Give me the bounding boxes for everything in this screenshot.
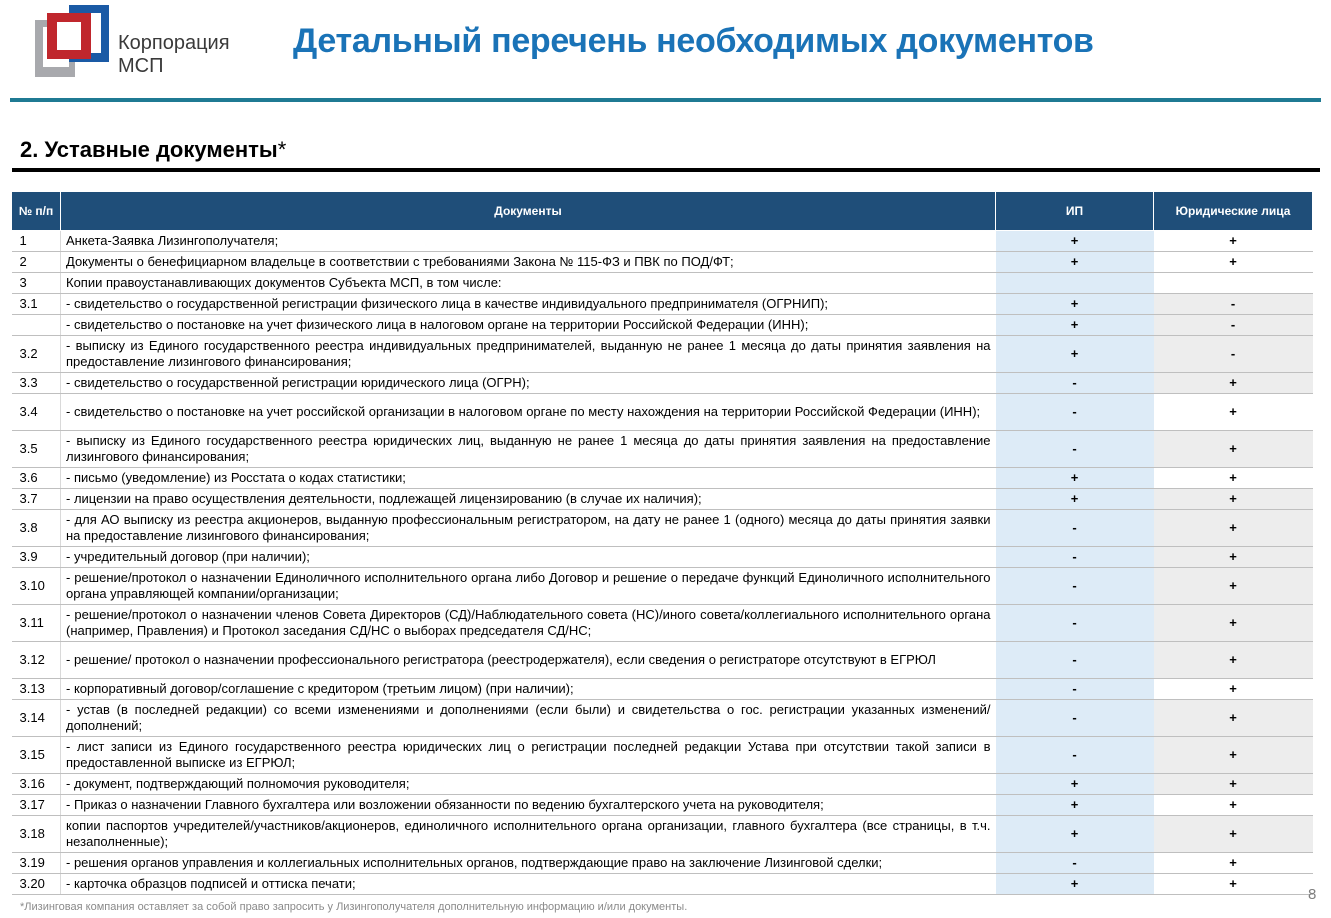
table-row (12, 373, 1313, 394)
row-legal-entity-mark: + (1154, 252, 1313, 273)
row-ip-mark: - (996, 737, 1154, 774)
row-number: 3 (12, 273, 61, 294)
row-legal-entity-mark: + (1154, 547, 1313, 568)
table-row (12, 336, 1313, 373)
table-row (12, 294, 1313, 315)
table-row (12, 273, 1313, 294)
row-number (12, 315, 61, 336)
table-row (12, 510, 1313, 547)
row-legal-entity-mark: + (1154, 394, 1313, 431)
table-row (12, 853, 1313, 874)
row-number: 3.19 (12, 853, 61, 874)
row-ip-mark: - (996, 431, 1154, 468)
row-number: 3.15 (12, 737, 61, 774)
table-row (12, 568, 1313, 605)
row-document: - корпоративный договор/соглашение с кредитором (третьим лицом) (при наличии); (61, 679, 996, 700)
row-ip-mark: + (996, 795, 1154, 816)
row-document: - лист записи из Единого государственного реестра юридических лиц о регистрации последней редакции Устава при отсутствии такой записи в предоставленной выписке из ЕГРЮЛ; (61, 737, 996, 774)
row-document: - выписку из Единого государственного реестра юридических лиц, выданную не ранее 1 месяца до даты принятия заявления на предоставление лизингового финансирования; (61, 431, 996, 468)
row-number: 3.17 (12, 795, 61, 816)
table-row (12, 737, 1313, 774)
row-number: 1 (12, 231, 61, 252)
row-number: 3.4 (12, 394, 61, 431)
table-row (12, 547, 1313, 568)
row-document: - решение/протокол о назначении членов Совета Директоров (СД)/Наблюдательного совета (НС)/иного совета/коллегиального исполнительного органа (например, Правления) и Протокол заседания СД/НС о выборах председателя СД/НС; (61, 605, 996, 642)
row-legal-entity-mark: + (1154, 605, 1313, 642)
table-row (12, 315, 1313, 336)
row-ip-mark: + (996, 294, 1154, 315)
row-ip-mark: - (996, 394, 1154, 431)
row-ip-mark (996, 273, 1154, 294)
row-legal-entity-mark: + (1154, 874, 1313, 895)
row-document: - карточка образцов подписей и оттиска печати; (61, 874, 996, 895)
row-document: - для АО выписку из реестра акционеров, выданную профессиональным регистратором, на дату не ранее 1 (одного) месяца до даты принятия заявки на предоставление лизингового финансирования; (61, 510, 996, 547)
row-document: - учредительный договор (при наличии); (61, 547, 996, 568)
row-ip-mark: - (996, 510, 1154, 547)
row-document: - лицензии на право осуществления деятельности, подлежащей лицензированию (в случае их наличия); (61, 489, 996, 510)
column-header-ip: ИП (996, 192, 1154, 231)
row-number: 3.11 (12, 605, 61, 642)
row-legal-entity-mark: + (1154, 774, 1313, 795)
row-ip-mark: + (996, 231, 1154, 252)
row-number: 3.1 (12, 294, 61, 315)
row-ip-mark: + (996, 774, 1154, 795)
row-document: - свидетельство о постановке на учет российской организации в налоговом органе по месту нахождения на территории Российской Федерации (ИНН); (61, 394, 996, 431)
row-legal-entity-mark: + (1154, 737, 1313, 774)
row-ip-mark: - (996, 679, 1154, 700)
row-document: Документы о бенефициарном владельце в соответствии с требованиями Закона № 115-ФЗ и ПВК по ПОД/ФТ; (61, 252, 996, 273)
row-legal-entity-mark: + (1154, 568, 1313, 605)
row-document: - свидетельство о государственной регистрации юридического лица (ОГРН); (61, 373, 996, 394)
row-ip-mark: - (996, 605, 1154, 642)
row-ip-mark: + (996, 468, 1154, 489)
logo-text (118, 32, 230, 78)
section-divider (12, 168, 1320, 172)
row-document: - свидетельство о государственной регистрации физического лица в качестве индивидуального предпринимателя (ОГРНИП); (61, 294, 996, 315)
row-ip-mark: - (996, 547, 1154, 568)
table-row (12, 252, 1313, 273)
row-document: - устав (в последней редакции) со всеми изменениями и дополнениями (если были) и свидетельства о гос. регистрации указанных изменений/дополнений; (61, 700, 996, 737)
corporation-logo-icon (35, 5, 109, 77)
page-title: Детальный перечень необходимых документов (293, 22, 1094, 60)
row-legal-entity-mark: - (1154, 315, 1313, 336)
row-document: - решение/ протокол о назначении профессионального регистратора (реестродержателя), если сведения о регистраторе отсутствуют в ЕГРЮЛ (61, 642, 996, 679)
table-row (12, 468, 1313, 489)
row-legal-entity-mark: + (1154, 468, 1313, 489)
row-document: копии паспортов учредителей/участников/акционеров, единоличного исполнительного органа организации, главного бухгалтера (все страницы, в т.ч. незаполненные); (61, 816, 996, 853)
row-ip-mark: - (996, 700, 1154, 737)
row-number: 3.6 (12, 468, 61, 489)
row-ip-mark: - (996, 853, 1154, 874)
row-ip-mark: - (996, 642, 1154, 679)
row-legal-entity-mark: + (1154, 700, 1313, 737)
row-document: - письмо (уведомление) из Росстата о кодах статистики; (61, 468, 996, 489)
row-document: - свидетельство о постановке на учет физического лица в налоговом органе на территории Российской Федерации (ИНН); (61, 315, 996, 336)
row-document: - решения органов управления и коллегиальных исполнительных органов, подтверждающие право на заключение Лизинговой сделки; (61, 853, 996, 874)
table-row (12, 489, 1313, 510)
table-row (12, 642, 1313, 679)
row-number: 3.5 (12, 431, 61, 468)
row-document: - Приказ о назначении Главного бухгалтера или возложении обязанности по ведению бухгалтерского учета на руководителя; (61, 795, 996, 816)
row-number: 3.2 (12, 336, 61, 373)
section-title (20, 137, 286, 163)
page-number: 8 (1308, 886, 1317, 903)
row-number: 3.20 (12, 874, 61, 895)
column-header-documents: Документы (61, 192, 996, 231)
table-row (12, 774, 1313, 795)
table-row (12, 394, 1313, 431)
logo-text-line2: МСП (118, 55, 164, 77)
table-row (12, 431, 1313, 468)
row-legal-entity-mark: + (1154, 642, 1313, 679)
row-legal-entity-mark: + (1154, 431, 1313, 468)
logo (35, 5, 109, 77)
column-header-legal-entities: Юридические лица (1154, 192, 1313, 231)
row-legal-entity-mark: + (1154, 679, 1313, 700)
row-ip-mark: + (996, 252, 1154, 273)
row-number: 3.12 (12, 642, 61, 679)
row-ip-mark: + (996, 336, 1154, 373)
table-row (12, 231, 1313, 252)
row-legal-entity-mark: + (1154, 489, 1313, 510)
row-number: 3.18 (12, 816, 61, 853)
row-number: 3.10 (12, 568, 61, 605)
row-legal-entity-mark: + (1154, 816, 1313, 853)
table-row (12, 700, 1313, 737)
table-row (12, 795, 1313, 816)
row-legal-entity-mark: + (1154, 231, 1313, 252)
row-number: 3.8 (12, 510, 61, 547)
section-title-marker: * (277, 137, 287, 162)
logo-text-line1: Корпорация (118, 32, 230, 54)
row-document: - документ, подтверждающий полномочия руководителя; (61, 774, 996, 795)
row-ip-mark: + (996, 874, 1154, 895)
row-ip-mark: + (996, 489, 1154, 510)
row-ip-mark: + (996, 315, 1154, 336)
column-header-number: № п/п (12, 192, 61, 231)
row-number: 3.13 (12, 679, 61, 700)
header-divider (10, 98, 1321, 102)
row-number: 3.7 (12, 489, 61, 510)
row-legal-entity-mark: + (1154, 373, 1313, 394)
row-legal-entity-mark: + (1154, 853, 1313, 874)
documents-table (11, 191, 1313, 895)
table-row (12, 816, 1313, 853)
row-legal-entity-mark: + (1154, 510, 1313, 547)
row-legal-entity-mark: - (1154, 336, 1313, 373)
row-number: 3.9 (12, 547, 61, 568)
row-document: Копии правоустанавливающих документов Субъекта МСП, в том числе: (61, 273, 996, 294)
row-number: 3.3 (12, 373, 61, 394)
row-ip-mark: + (996, 816, 1154, 853)
row-number: 2 (12, 252, 61, 273)
row-ip-mark: - (996, 568, 1154, 605)
row-document: - выписку из Единого государственного реестра индивидуальных предпринимателей, выданную не ранее 1 месяца до даты принятия заявления на предоставление лизингового финансирования; (61, 336, 996, 373)
table-header-row (12, 192, 1313, 231)
row-legal-entity-mark: + (1154, 795, 1313, 816)
table-row (12, 874, 1313, 895)
row-document: Анкета-Заявка Лизингополучателя; (61, 231, 996, 252)
table-row (12, 605, 1313, 642)
footnote: *Лизинговая компания оставляет за собой право запросить у Лизингополучателя дополнительную информацию и/или документы. (20, 901, 688, 913)
table-row (12, 679, 1313, 700)
row-number: 3.16 (12, 774, 61, 795)
row-legal-entity-mark: - (1154, 294, 1313, 315)
section-title-text: 2. Уставные документы (20, 137, 278, 162)
row-ip-mark: - (996, 373, 1154, 394)
row-number: 3.14 (12, 700, 61, 737)
row-document: - решение/протокол о назначении Единоличного исполнительного органа либо Договор и решение о передаче функций Единоличного исполнительного органа управляющей компании/организации; (61, 568, 996, 605)
row-legal-entity-mark (1154, 273, 1313, 294)
